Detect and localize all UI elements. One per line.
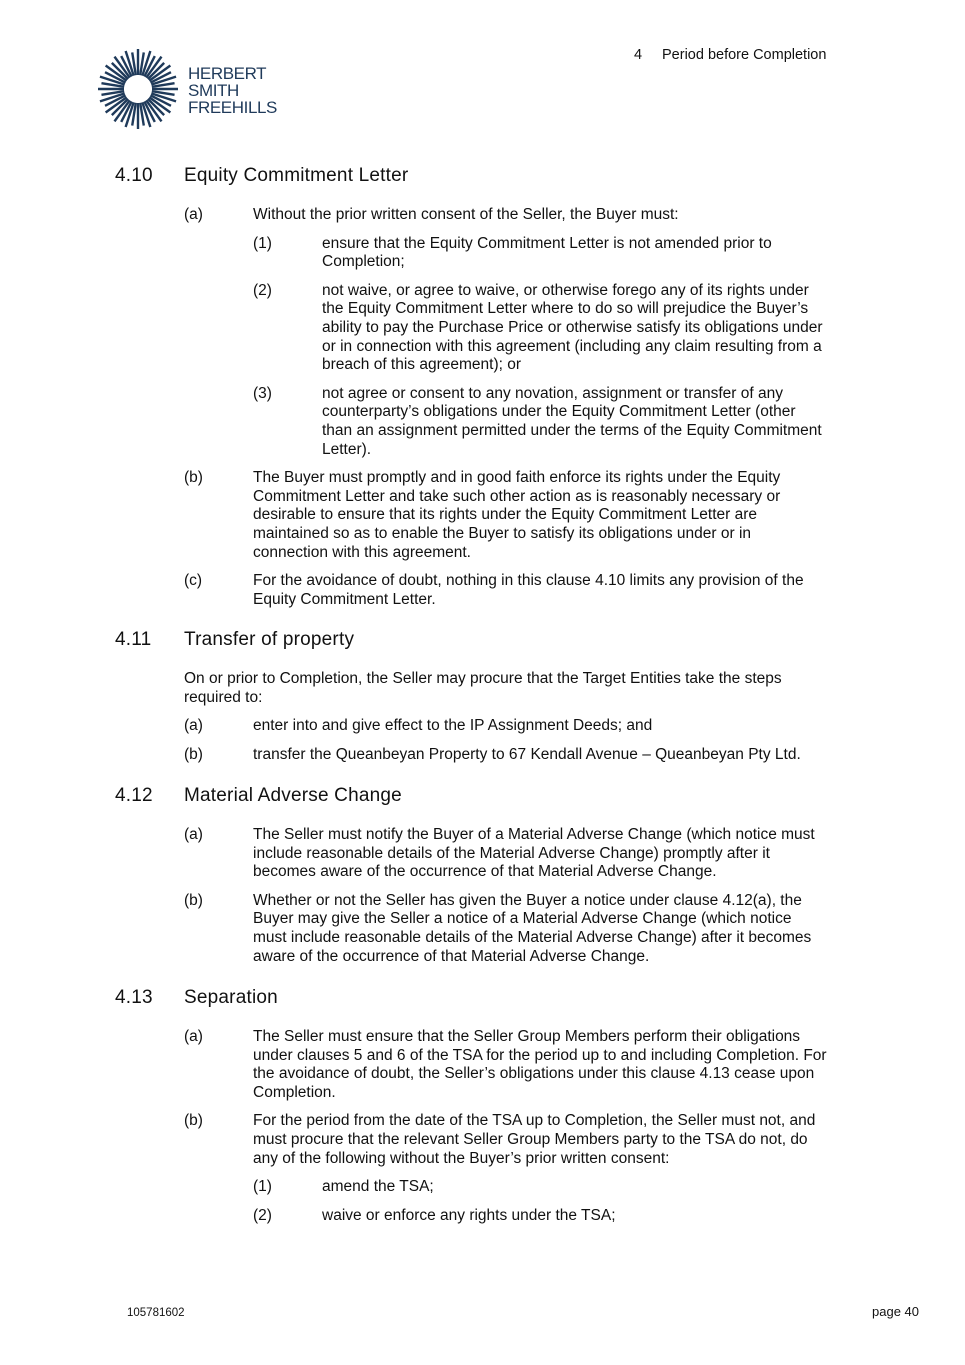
clause-subitem: (1) amend the TSA; [253,1178,434,1196]
running-header-number: 4 [634,47,643,63]
clause-item: (b) transfer the Queanbeyan Property to 67 Kendall Avenue – Queanbeyan Pty Ltd. [184,745,801,763]
clause-item: (a) The Seller must notify the Buyer of a Material Adverse Change (which notice must include reasonable details of the Material Adverse Change) promptly after it becomes aware of the occurrence of that Material Adverse Change. [184,826,815,881]
section-body-4-12 [184,826,829,976]
section-body-4-13 [184,1028,829,1235]
clause-subitem: (1) ensure that the Equity Commitment Letter is not amended prior to Completion; [253,234,772,271]
firm-logo [96,46,276,136]
clause-subitem: (3) not agree or consent to any novation, assignment or transfer of any counterparty’s obligations under the Equity Commitment Letter (other than an assignment permitted under the terms of the Equity Commitment Letter). [253,384,822,458]
running-header [634,46,826,65]
section-body-4-10 [184,206,829,619]
clause-item: (a) The Seller must ensure that the Seller Group Members perform their obligations under clauses 5 and 6 of the TSA for the period up to and including Completion. For the avoidance of doubt, the Seller’s obligations under this clause 4.13 cease upon Completion. [184,1028,827,1101]
clause-subitem: (2) not waive, or agree to waive, or otherwise forego any of its rights under the Equity Commitment Letter where to do so will prejudice the Buyer’s ability to pay the Purchase Price or otherwise satisfy its obligations under or in connection with this agreement (including any claim resulting from a breach of this agreement); or [253,281,823,374]
section-heading-4-11: 4.11 Transfer of property [115,629,355,650]
clause-item: (a) Without the prior written consent of the Seller, the Buyer must: [184,206,679,223]
section-intro: On or prior to Completion, the Seller may procure that the Target Entities take the steps required to: [184,670,782,706]
section-heading-4-13: 4.13 Separation [115,987,278,1008]
running-header-title: Period before Completion [662,47,827,63]
sunburst-logo-icon [96,46,180,132]
logo-wordmark: HERBERT SMITH FREEHILLS [188,64,277,117]
page-number: page 40 [872,1304,919,1319]
section-heading-4-12: 4.12 Material Adverse Change [115,785,402,806]
clause-subitem: (2) waive or enforce any rights under the TSA; [253,1206,616,1224]
section-body-4-11 [184,670,829,774]
clause-item: (c) For the avoidance of doubt, nothing in this clause 4.10 limits any provision of the Equity Commitment Letter. [184,572,804,608]
clause-item: (b) For the period from the date of the TSA up to Completion, the Seller must not, and must procure that the relevant Seller Group Members party to the TSA do not, do any of the following without the Buyer’s prior written consent: [184,1112,816,1167]
section-heading-4-10: 4.10 Equity Commitment Letter [115,165,409,186]
clause-item: (b) The Buyer must promptly and in good faith enforce its rights under the Equity Commitment Letter and take such other action as is reasonably necessary or desirable to ensure that its rights under the Equity Commitment Letter are maintained so as to enable the Buyer to satisfy its obligations under or in connection with this agreement. [184,469,781,561]
document-id: 105781602 [127,1307,185,1319]
clause-item: (b) Whether or not the Seller has given the Buyer a notice under clause 4.12(a), the Buyer may give the Seller a notice of a Material Adverse Change (which notice must include reasonable details of the Material Adverse Change) after it becomes aware of the occurrence of that Material Adverse Change. [184,891,812,965]
clause-item: (a) enter into and give effect to the IP Assignment Deeds; and [184,717,653,735]
